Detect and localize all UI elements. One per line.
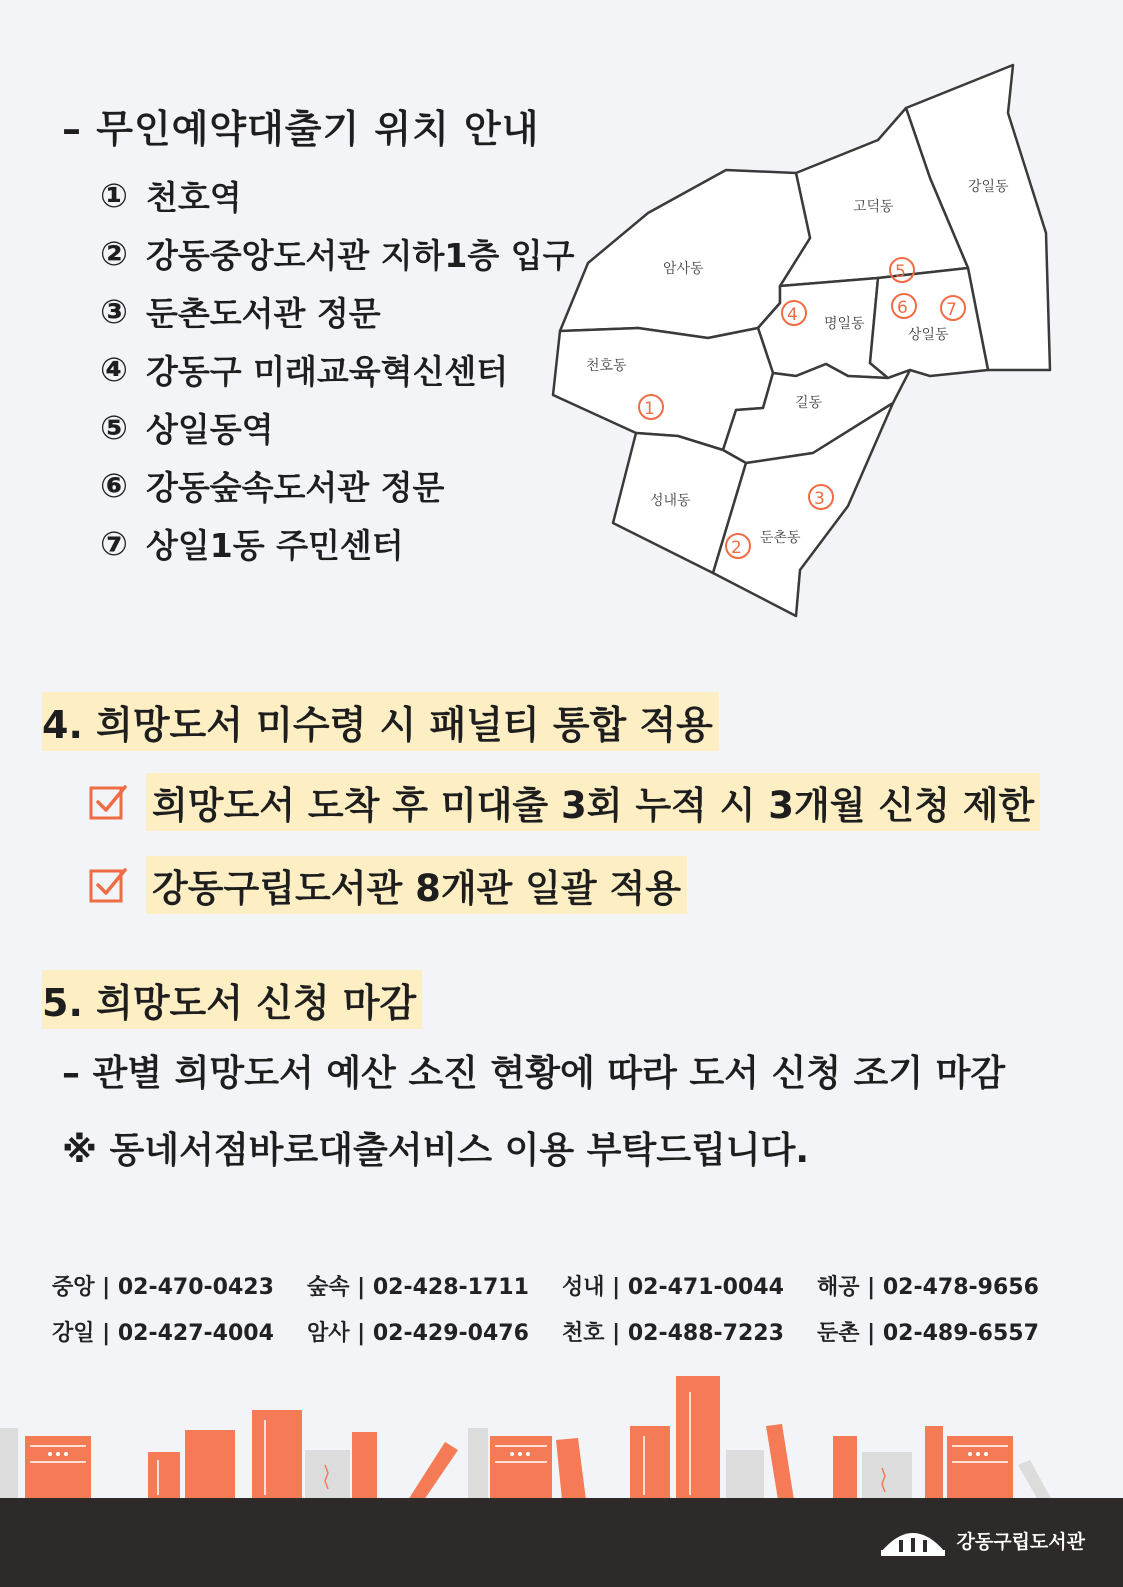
district-label: 길동 [795,395,823,411]
locations-list [100,166,574,572]
marker-1: 1 [644,399,655,419]
contacts-row [52,1308,1072,1354]
contact-cell: 해공 | 02-478-9656 [817,1274,1039,1300]
contact-cell: 숲속 | 02-428-1711 [307,1274,529,1300]
location-label: 상일1동 주민센터 [146,525,404,565]
district-label: 강일동 [968,179,1009,195]
location-number: ⑤ [100,407,128,447]
district-label: 천호동 [586,358,627,374]
district-label: 암사동 [663,261,704,277]
contact-cell: 천호 | 02-488-7223 [562,1320,784,1346]
district-sangil [870,268,988,378]
check-item [88,856,687,914]
location-number: ④ [100,349,128,389]
section5-heading: 5. 희망도서 신청 마감 [42,970,422,1029]
location-number: ② [100,233,128,273]
checkbox-icon [88,782,128,822]
location-label: 천호역 [146,177,242,217]
section4-heading: 4. 희망도서 미수령 시 패널티 통합 적용 [42,692,719,751]
location-item [100,166,574,224]
location-label: 둔촌도서관 정문 [146,293,381,333]
check-item [88,773,1040,831]
contacts-table [52,1262,1072,1354]
location-item [100,398,574,456]
deadline-note: – 관별 희망도서 예산 소진 현황에 따라 도서 신청 조기 마감 [62,1053,1006,1094]
locations-title: – 무인예약대출기 위치 안내 [62,107,540,151]
district-label: 고덕동 [853,199,894,215]
marker-3: 3 [814,489,825,509]
district-label: 둔촌동 [760,530,801,546]
contacts-row [52,1262,1072,1308]
contact-cell: 성내 | 02-471-0044 [562,1274,784,1300]
location-item [100,456,574,514]
marker-6: 6 [897,298,908,318]
location-item [100,514,574,572]
location-item [100,340,574,398]
bookshelf-illustration [0,1370,1123,1500]
location-number: ⑦ [100,523,128,563]
location-item [100,282,574,340]
marker-2: 2 [731,538,742,558]
marker-7: 7 [946,300,957,320]
district-label: 성내동 [650,493,691,509]
location-number: ① [100,175,128,215]
marker-4: 4 [787,305,798,325]
district-label: 상일동 [908,327,949,343]
bookstore-note: ※ 동네서점바로대출서비스 이용 부탁드립니다. [62,1130,810,1171]
location-label: 강동구 미래교육혁신센터 [146,351,509,391]
contact-cell: 강일 | 02-427-4004 [52,1320,274,1346]
checkbox-icon [88,865,128,905]
location-number: ⑥ [100,465,128,505]
location-label: 강동숲속도서관 정문 [146,467,445,507]
marker-5: 5 [895,262,906,282]
district-map [548,58,1058,623]
district-label: 명일동 [824,316,865,332]
contact-cell: 중앙 | 02-470-0423 [52,1274,274,1300]
location-label: 상일동역 [146,409,274,449]
contact-cell: 둔촌 | 02-489-6557 [817,1320,1039,1346]
location-label: 강동중앙도서관 지하1층 입구 [146,235,575,275]
brand-name: 강동구립도서관 [956,1530,1085,1553]
check-text: 강동구립도서관 8개관 일괄 적용 [146,856,687,914]
check-text: 희망도서 도착 후 미대출 3회 누적 시 3개월 신청 제한 [146,773,1040,831]
location-item [100,224,574,282]
brand-logo [877,1520,1085,1560]
location-number: ③ [100,291,128,331]
contact-cell: 암사 | 02-429-0476 [307,1320,529,1346]
library-logo-icon [877,1520,949,1560]
